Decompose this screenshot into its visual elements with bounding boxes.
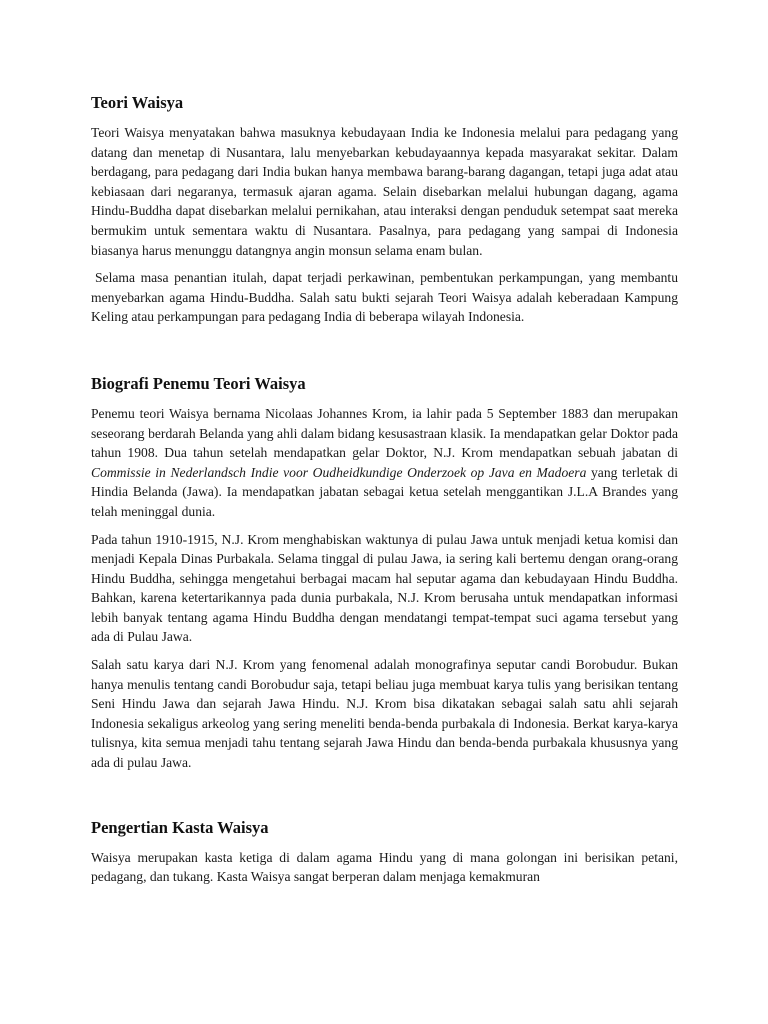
paragraph: Waisya merupakan kasta ketiga di dalam agama Hindu yang di mana golongan ini berisikan petani, pedagang, dan tukang. Kasta Waisya sangat berperan dalam menjaga kemakmuran (91, 849, 678, 885)
paragraph: Teori Waisya menyatakan bahwa masuknya kebudayaan India ke Indonesia melalui para pedagang yang datang dan menetap di Nusantara, lalu menyebarkan kebudayaannya kepada masyarakat sekitar. Dalam berdagang, para pedagang dari India bukan hanya membawa barang-barang dagangan, tetapi juga adat atau kebiasaan dari negaranya, termasuk ajaran agama. Selain disebarkan melalui hubungan dagang, agama Hindu-Buddha dapat disebarkan melalui pernikahan, atau interaksi dengan penduduk setempat saat mereka bermukim untuk sementara waktu di Nusantara. Pasalnya, para pedagang yang sampai di Indonesia biasanya harus menunggu datangnya angin monsun selama enam bulan. (91, 125, 678, 258)
paragraph-text: yang terletak di Hindia Belanda (Jawa). Ia mendapatkan jabatan sebagai ketua setelah menggantikan J.L.A Brandes yang telah meninggal dunia. (91, 464, 678, 519)
section-heading: Teori Waisya (91, 93, 184, 112)
paragraph: Selama masa penantian itulah, dapat terjadi perkawinan, pembentukan perkampungan, yang membantu menyebarkan agama Hindu-Buddha. Salah satu bukti sejarah Teori Waisya adalah keberadaan Kampung Keling atau perkampungan para pedagang India di beberapa wilayah Indonesia. (91, 270, 678, 325)
paragraph-text: Penemu teori Waisya bernama Nicolaas Johannes Krom, ia lahir pada 5 September 1883 dan merupakan seseorang berdarah Belanda yang ahli dalam bidang kesusastraan klasik. Ia mendapatkan gelar Doktor pada tahun 1908. Dua tahun setelah mendapatkan gelar Doktor, N.J. Krom mendapatkan sebuah jabatan di (91, 405, 678, 461)
section-teori-waisya (91, 91, 678, 327)
paragraph (91, 404, 678, 522)
section-heading: Biografi Penemu Teori Waisya (91, 373, 306, 393)
paragraph: Pada tahun 1910-1915, N.J. Krom menghabiskan waktunya di pulau Jawa untuk menjadi ketua komisi dan menjadi Kepala Dinas Purbakala. Selama tinggal di pulau Jawa, ia sering kali bertemu dengan orang-orang Hindu Buddha, sehingga mengetahui berbagai macam hal seputar agama dan kebudayaan Hindu Buddha. Bahkan, karena ketertarikannya pada dunia purbakala, N.J. Krom berusaha untuk mendapatkan informasi lebih banyak tentang agama Hindu Buddha dengan mendatangi tempat-tempat suci agama tersebut yang ada di Pulau Jawa. (91, 531, 678, 645)
paragraph: Salah satu karya dari N.J. Krom yang fenomenal adalah monografinya seputar candi Borobudur. Bukan hanya menulis tentang candi Borobudur saja, tetapi beliau juga membuat karya tulis yang berisikan tentang Seni Hindu Jawa dan sejarah Jawa Hindu. N.J. Krom bisa dikatakan sebagai salah satu ahli sejarah Indonesia sekaligus arkeolog yang sering meneliti benda-benda purbakala di Indonesia. Berkat karya-karya tulisnya, kita semua menjadi tahu tentang sejarah Jawa Hindu dan benda-benda purbakala khususnya yang ada di pulau Jawa. (91, 657, 678, 771)
section-biografi-penemu (91, 372, 678, 773)
section-pengertian-kasta (91, 816, 678, 887)
institution-name-italic: Commissie in Nederlandsch Indie voor Oudheidkundige Onderzoek op Java en Madoera (91, 464, 587, 480)
document-body (91, 91, 678, 887)
section-heading: Pengertian Kasta Waisya (91, 817, 269, 837)
